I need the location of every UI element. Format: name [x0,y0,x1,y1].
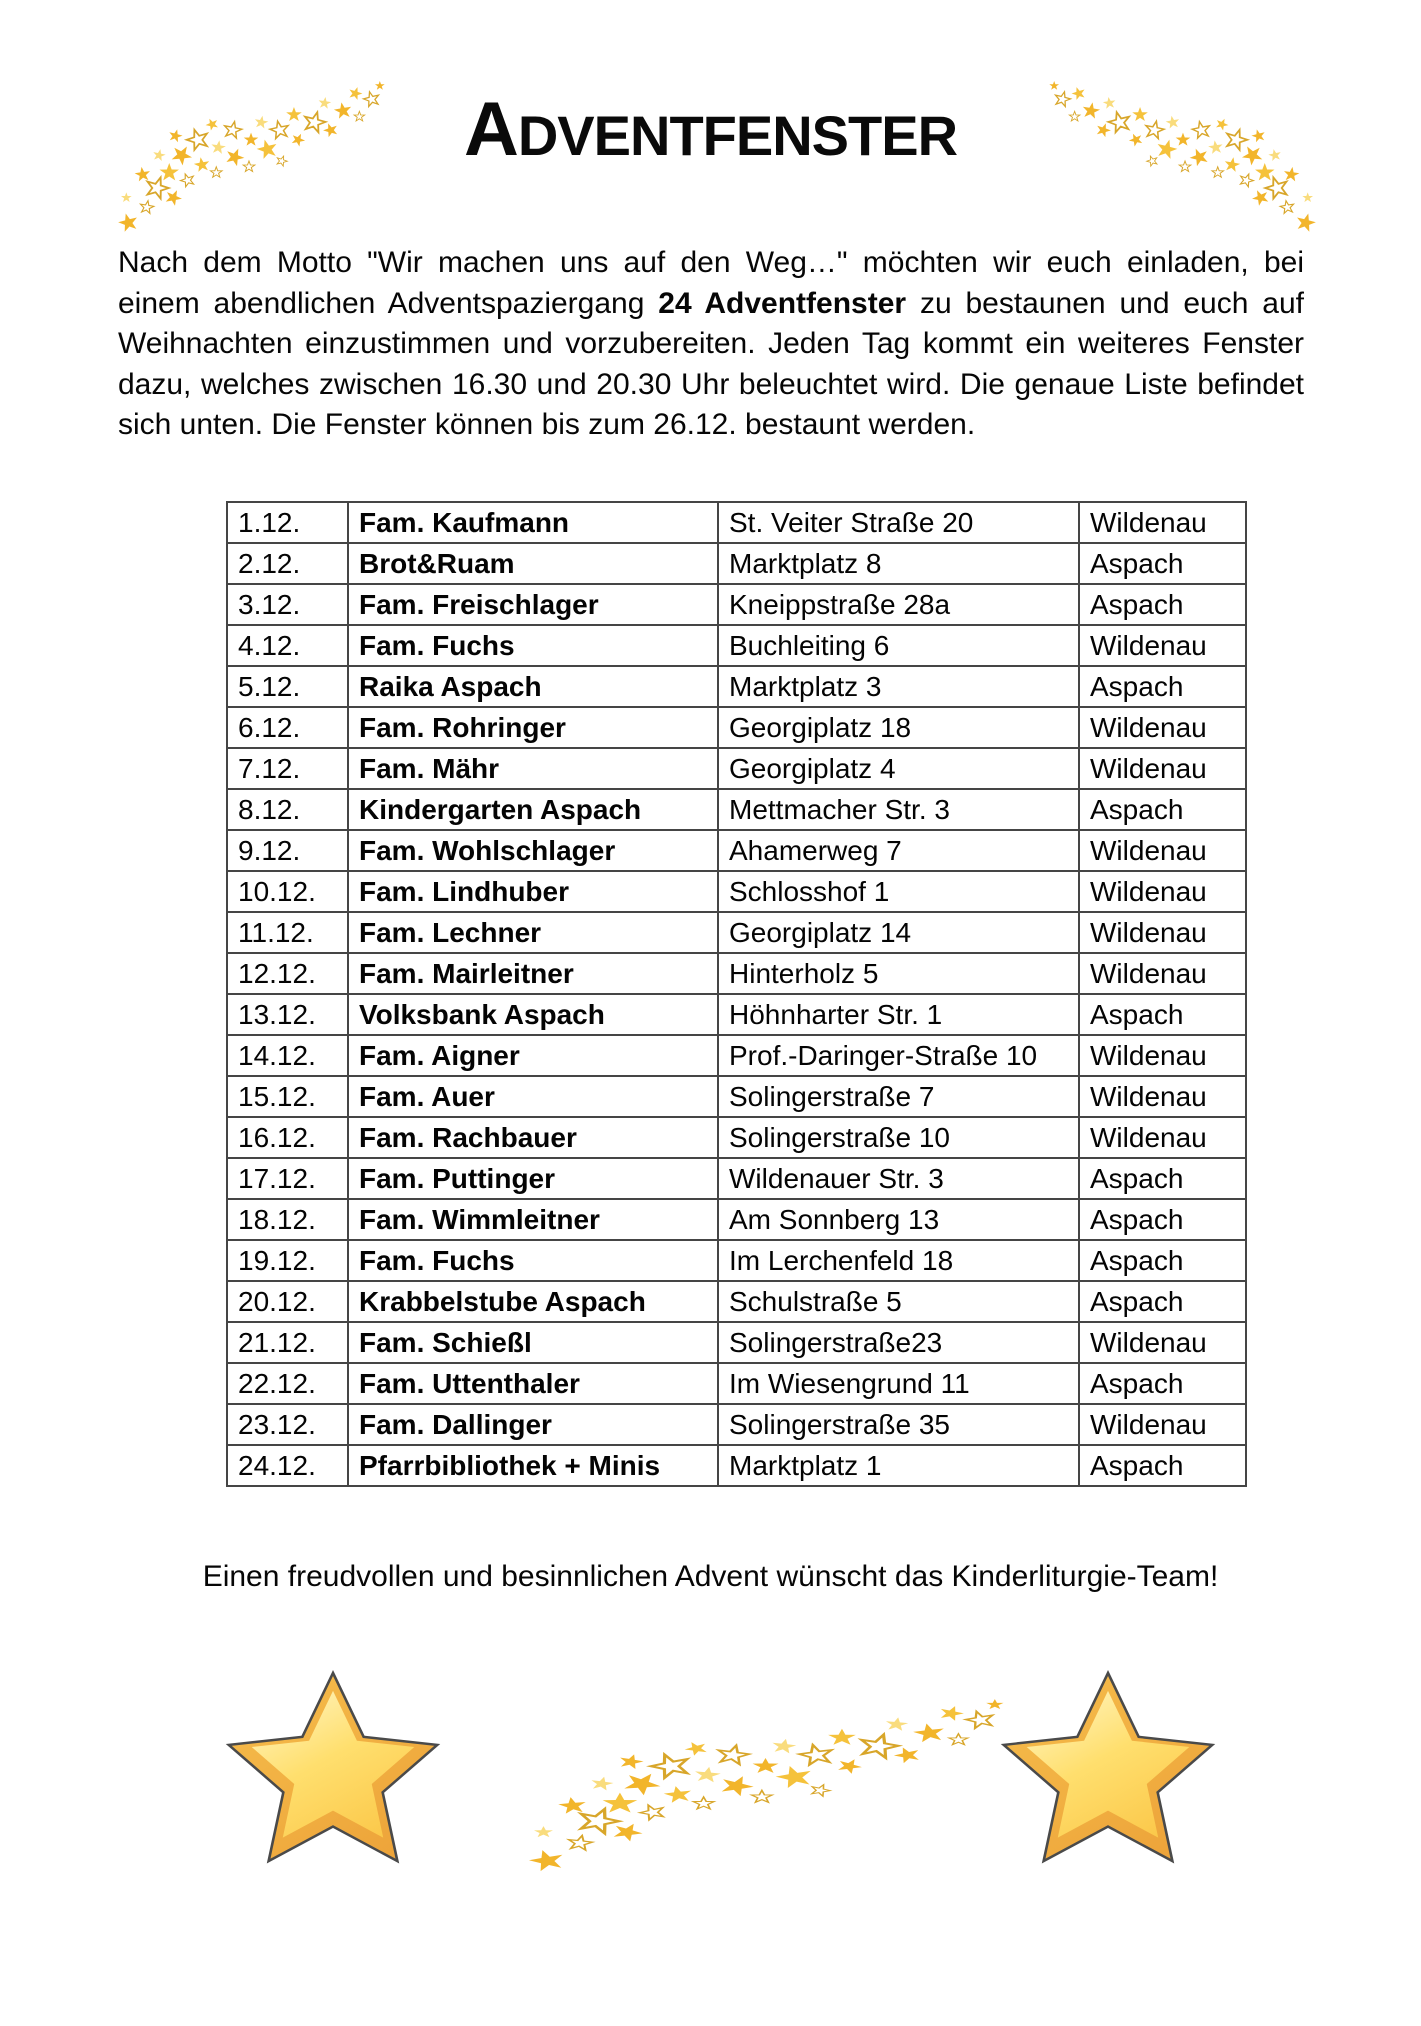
cell-date: 4.12. [227,625,348,666]
closing-line: Einen freudvollen und besinnlichen Advent wünscht das Kinderliturgie-Team! [202,1560,1219,1593]
cell-address: Georgiplatz 14 [718,912,1079,953]
table-row [227,1404,1246,1445]
big-star-right-icon [988,1666,1228,1886]
cell-address: Ahamerweg 7 [718,830,1079,871]
cell-date: 18.12. [227,1199,348,1240]
cell-address: Schlosshof 1 [718,871,1079,912]
cell-date: 12.12. [227,953,348,994]
title-initial: A [463,87,518,172]
cell-address: Hinterholz 5 [718,953,1079,994]
cell-date: 5.12. [227,666,348,707]
cell-place: Wildenau [1079,871,1246,912]
advent-table [226,501,1247,1487]
cell-address: Marktplatz 3 [718,666,1079,707]
cell-name: Brot&Ruam [348,543,718,584]
cell-address: Prof.-Daringer-Straße 10 [718,1035,1079,1076]
cell-address: Marktplatz 8 [718,543,1079,584]
cell-address: Solingerstraße 10 [718,1117,1079,1158]
cell-date: 22.12. [227,1363,348,1404]
cell-date: 8.12. [227,789,348,830]
cell-name: Fam. Fuchs [348,625,718,666]
cell-place: Wildenau [1079,748,1246,789]
cell-place: Wildenau [1079,1322,1246,1363]
cell-date: 13.12. [227,994,348,1035]
cell-address: Mettmacher Str. 3 [718,789,1079,830]
table-row [227,1117,1246,1158]
table-row [227,789,1246,830]
cell-place: Aspach [1079,1158,1246,1199]
cell-address: Georgiplatz 18 [718,707,1079,748]
cell-name: Fam. Fuchs [348,1240,718,1281]
table-row [227,1322,1246,1363]
table-row [227,1035,1246,1076]
cell-place: Aspach [1079,994,1246,1035]
intro-paragraph [118,243,1304,446]
cell-name: Krabbelstube Aspach [348,1281,718,1322]
table-row [227,707,1246,748]
cell-place: Aspach [1079,584,1246,625]
cell-place: Wildenau [1079,707,1246,748]
big-star-left-icon [213,1666,453,1886]
table-row [227,1363,1246,1404]
cell-name: Fam. Kaufmann [348,502,718,543]
cell-place: Wildenau [1079,625,1246,666]
cell-place: Aspach [1079,666,1246,707]
cell-place: Wildenau [1079,830,1246,871]
intro-bold-text: 24 Adventfenster [658,286,907,320]
cell-name: Fam. Uttenthaler [348,1363,718,1404]
cell-place: Aspach [1079,1199,1246,1240]
cell-name: Fam. Auer [348,1076,718,1117]
table-row [227,502,1246,543]
cell-place: Wildenau [1079,1117,1246,1158]
table-row [227,1076,1246,1117]
cell-place: Wildenau [1079,502,1246,543]
cell-address: Solingerstraße 35 [718,1404,1079,1445]
cell-address: Marktplatz 1 [718,1445,1079,1486]
table-row [227,625,1246,666]
cell-place: Aspach [1079,1281,1246,1322]
cell-name: Fam. Schießl [348,1322,718,1363]
cell-place: Wildenau [1079,1076,1246,1117]
cell-date: 11.12. [227,912,348,953]
cell-place: Wildenau [1079,912,1246,953]
table-row [227,1240,1246,1281]
table-row [227,871,1246,912]
cell-date: 3.12. [227,584,348,625]
cell-name: Fam. Freischlager [348,584,718,625]
table-row [227,994,1246,1035]
advent-table-body [227,502,1246,1486]
intro-text-after: zu bestaunen und euch auf Weihnachten einzustimmen und vorzubereiten. Jeden Tag kommt ein weiteres Fenster dazu, welches zwischen 16.30 und 20.30 Uhr beleuchtet wird. Die genaue Liste befindet sich unten. Die Fenster können bis zum 26.12. bestaunt werden. [118,286,1304,441]
cell-name: Raika Aspach [348,666,718,707]
cell-name: Fam. Mähr [348,748,718,789]
cell-address: Georgiplatz 4 [718,748,1079,789]
table-row [227,748,1246,789]
cell-date: 19.12. [227,1240,348,1281]
cell-name: Fam. Rachbauer [348,1117,718,1158]
cell-name: Fam. Rohringer [348,707,718,748]
cell-date: 2.12. [227,543,348,584]
star-swoosh-right-icon [1046,80,1322,244]
cell-address: Solingerstraße 7 [718,1076,1079,1117]
cell-name: Pfarrbibliothek + Minis [348,1445,718,1486]
cell-name: Fam. Puttinger [348,1158,718,1199]
cell-address: Wildenauer Str. 3 [718,1158,1079,1199]
cell-date: 1.12. [227,502,348,543]
cell-place: Aspach [1079,1363,1246,1404]
table-row [227,912,1246,953]
cell-name: Fam. Mairleitner [348,953,718,994]
table-row [227,1158,1246,1199]
cell-address: Im Lerchenfeld 18 [718,1240,1079,1281]
cell-place: Wildenau [1079,1404,1246,1445]
cell-date: 14.12. [227,1035,348,1076]
table-row [227,1281,1246,1322]
table-row [227,830,1246,871]
cell-date: 20.12. [227,1281,348,1322]
cell-name: Fam. Aigner [348,1035,718,1076]
cell-date: 21.12. [227,1322,348,1363]
cell-address: Am Sonnberg 13 [718,1199,1079,1240]
cell-place: Aspach [1079,789,1246,830]
cell-address: Buchleiting 6 [718,625,1079,666]
cell-name: Fam. Lindhuber [348,871,718,912]
cell-place: Aspach [1079,1445,1246,1486]
cell-date: 17.12. [227,1158,348,1199]
cell-date: 15.12. [227,1076,348,1117]
star-swoosh-bottom-icon [518,1698,1018,1888]
title-rest: DVENTFENSTER [517,104,958,167]
cell-place: Aspach [1079,1240,1246,1281]
cell-name: Fam. Lechner [348,912,718,953]
cell-date: 9.12. [227,830,348,871]
cell-address: St. Veiter Straße 20 [718,502,1079,543]
cell-address: Höhnharter Str. 1 [718,994,1079,1035]
cell-address: Solingerstraße23 [718,1322,1079,1363]
intro-text-before: Nach dem Motto "Wir machen uns auf den Weg…" möchten wir euch einladen, bei einem abendlichen Adventspaziergang [118,246,1304,320]
cell-date: 6.12. [227,707,348,748]
cell-name: Fam. Dallinger [348,1404,718,1445]
cell-address: Schulstraße 5 [718,1281,1079,1322]
table-row [227,543,1246,584]
table-row [227,1199,1246,1240]
cell-place: Wildenau [1079,953,1246,994]
cell-date: 23.12. [227,1404,348,1445]
cell-name: Kindergarten Aspach [348,789,718,830]
table-row [227,666,1246,707]
cell-address: Im Wiesengrund 11 [718,1363,1079,1404]
table-row [227,584,1246,625]
cell-date: 7.12. [227,748,348,789]
cell-place: Wildenau [1079,1035,1246,1076]
cell-address: Kneippstraße 28a [718,584,1079,625]
cell-name: Fam. Wohlschlager [348,830,718,871]
cell-name: Fam. Wimmleitner [348,1199,718,1240]
cell-place: Aspach [1079,543,1246,584]
table-row [227,1445,1246,1486]
cell-date: 24.12. [227,1445,348,1486]
table-row [227,953,1246,994]
cell-name: Volksbank Aspach [348,994,718,1035]
cell-date: 10.12. [227,871,348,912]
cell-date: 16.12. [227,1117,348,1158]
